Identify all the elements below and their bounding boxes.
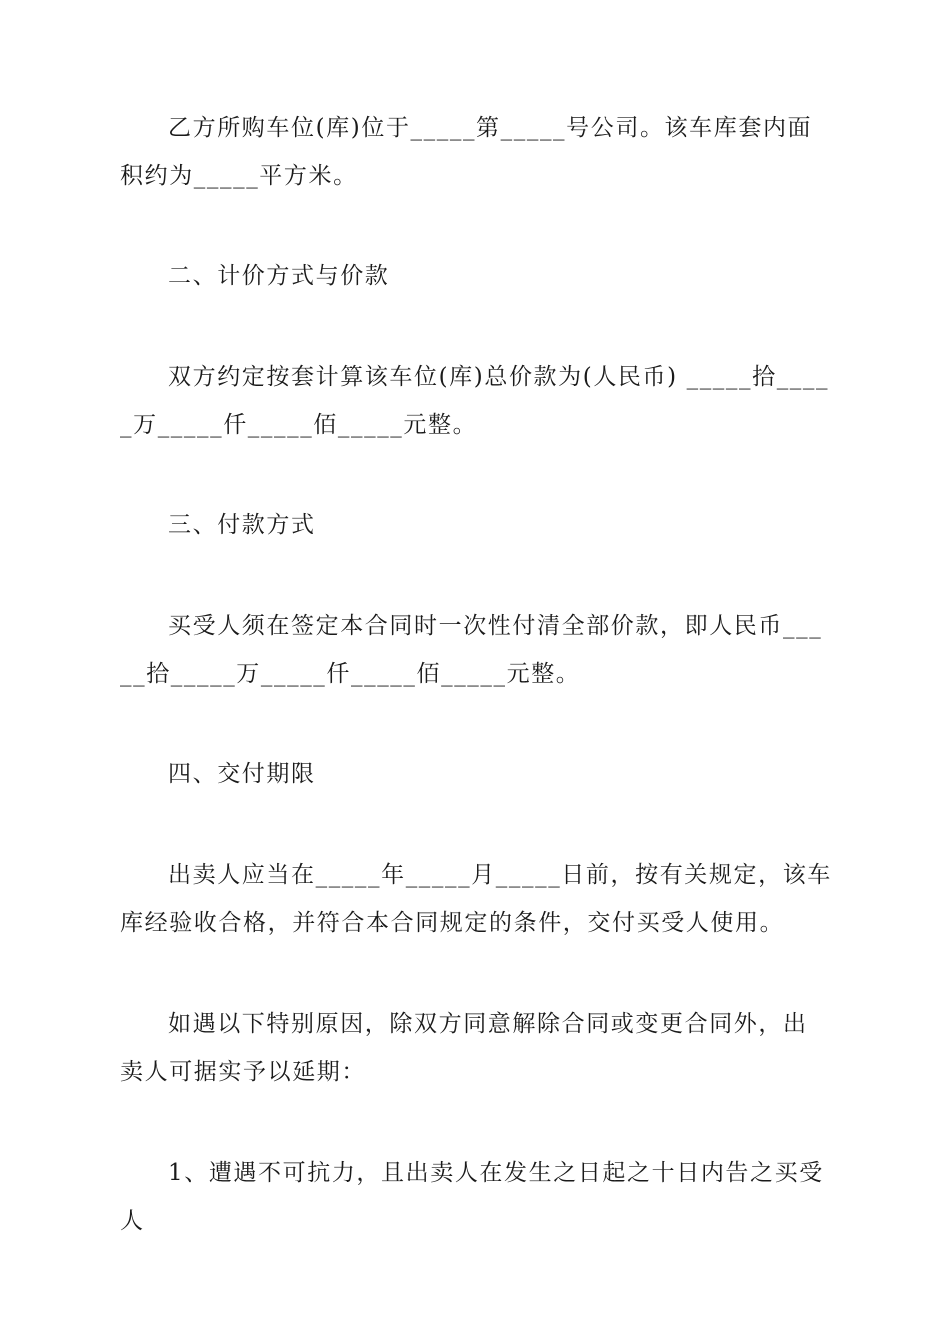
paragraph-total-price: 双方约定按套计算该车位(库)总价款为(人民币) _____拾_____万_____仟_____佰_____元整。 — [120, 364, 830, 438]
heading-payment-method: 三、付款方式 — [168, 512, 316, 538]
paragraph-extension-conditions: 如遇以下特别原因，除双方同意解除合同或变更合同外，出卖人可据实予以延期： — [120, 1011, 808, 1085]
paragraph-payment-amount: 买受人须在签定本合同时一次性付清全部价款，即人民币_____拾_____万_____仟_____佰_____元整。 — [120, 613, 823, 687]
heading-pricing: 二、计价方式与价款 — [168, 263, 390, 289]
paragraph-force-majeure: 1、遭遇不可抗力，且出卖人在发生之日起之十日内告之买受人 — [120, 1160, 824, 1234]
heading-delivery-deadline: 四、交付期限 — [168, 761, 316, 787]
paragraph-delivery-date: 出卖人应当在_____年_____月_____日前，按有关规定，该车库经验收合格，并符合本合同规定的条件，交付买受人使用。 — [120, 862, 832, 936]
document-page — [120, 0, 832, 1344]
paragraph-location-area: 乙方所购车位(库)位于_____第_____号公司。该车库套内面积约为_____平方米。 — [120, 115, 813, 189]
